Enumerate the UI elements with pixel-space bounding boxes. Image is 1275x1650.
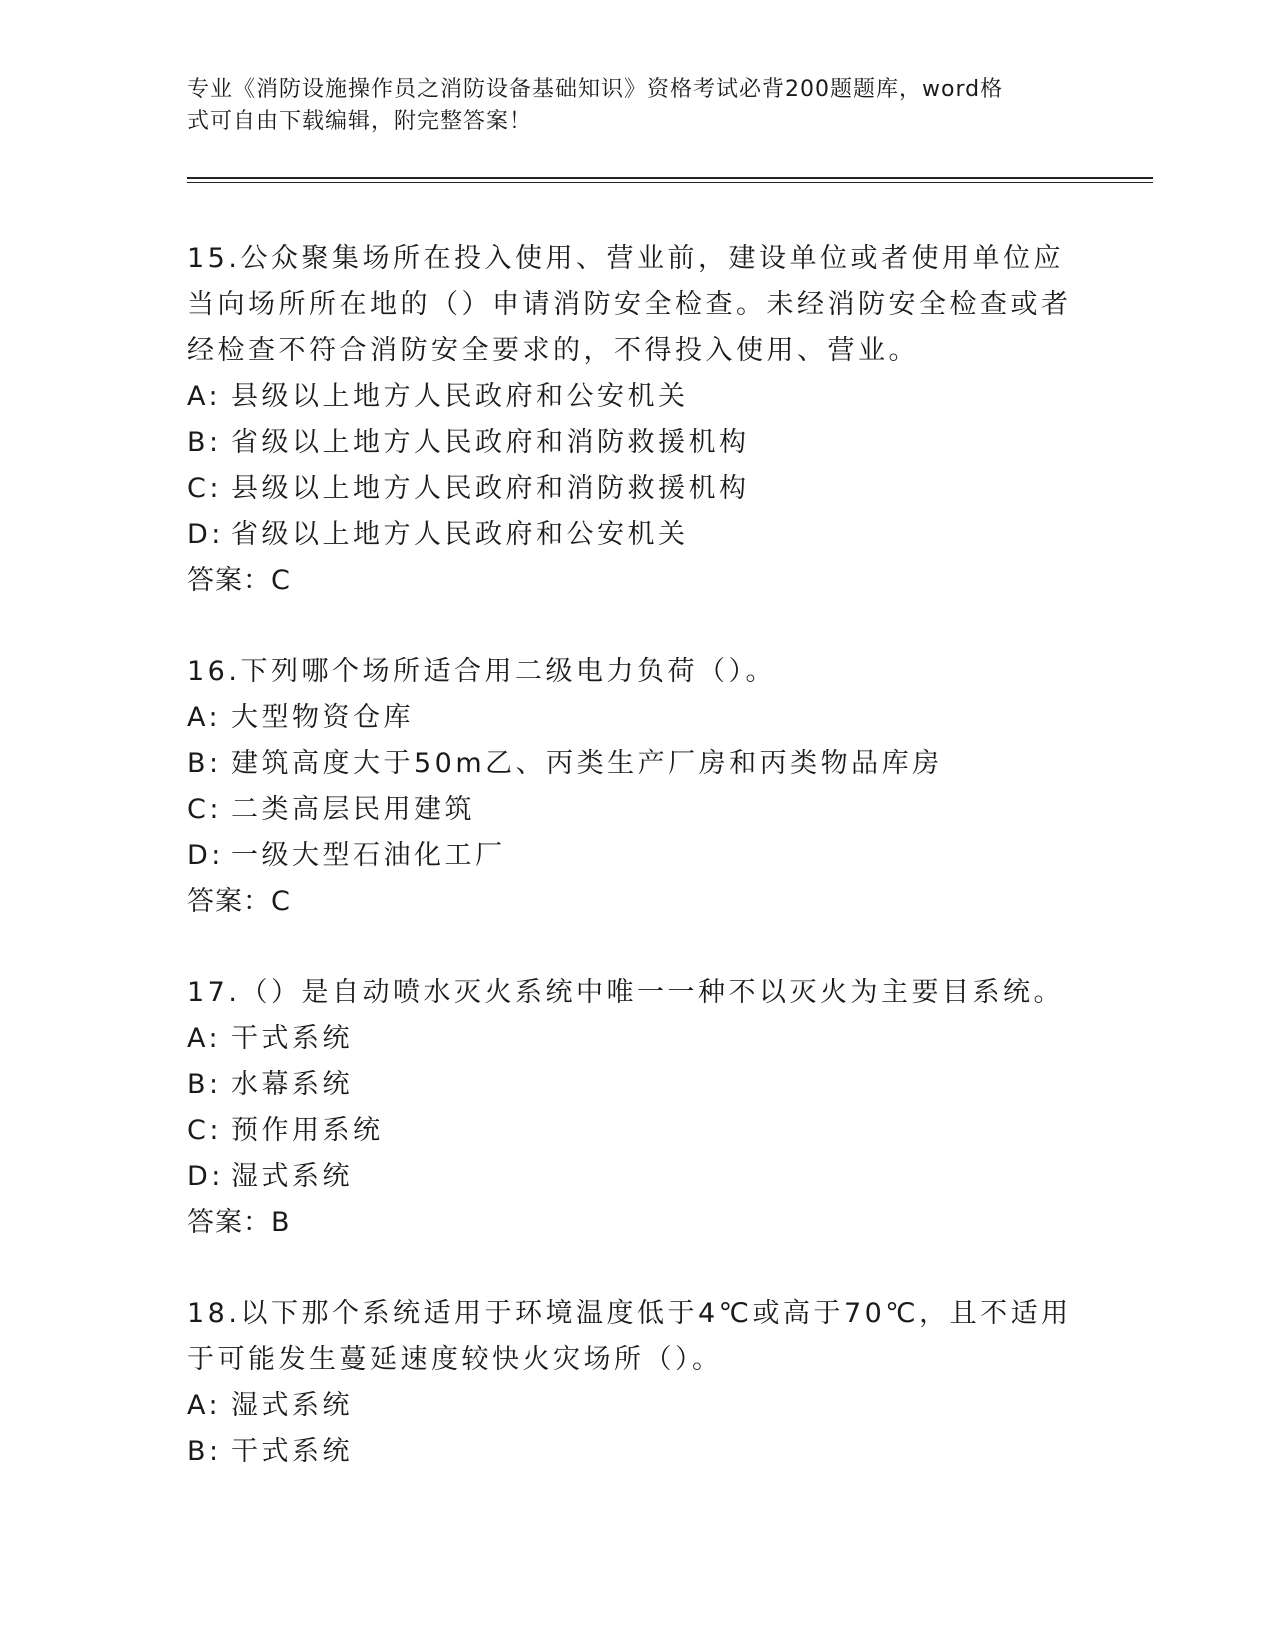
question-15 — [187, 236, 1087, 604]
option-text: 建筑高度大于50m乙、丙类生产厂房和丙类物品库房 — [231, 748, 943, 779]
option-text: 大型物资仓库 — [231, 702, 414, 733]
question-18 — [187, 1291, 1087, 1475]
option-letter: D: — [187, 519, 224, 550]
header-line-1: 专业《消防设施操作员之消防设备基础知识》资格考试必背200题题库，word格 — [187, 77, 1004, 102]
option-c — [187, 466, 1087, 512]
option-text: 干式系统 — [231, 1436, 353, 1467]
option-b — [187, 741, 1087, 787]
answer-line: 答案：C — [187, 565, 291, 596]
option-letter: A: — [187, 1023, 222, 1054]
option-letter: B: — [187, 427, 222, 458]
option-d — [187, 512, 1087, 558]
option-text: 水幕系统 — [231, 1069, 353, 1100]
option-letter: D: — [187, 1161, 224, 1192]
option-letter: B: — [187, 748, 222, 779]
option-letter: B: — [187, 1436, 222, 1467]
option-c — [187, 1108, 1087, 1154]
question-text: 17.（）是自动喷水灭火系统中唯一一种不以灭火为主要目系统。 — [187, 977, 1064, 1008]
option-text: 湿式系统 — [231, 1161, 353, 1192]
document-header — [187, 74, 1067, 138]
option-text: 预作用系统 — [231, 1115, 384, 1146]
option-b — [187, 1429, 1087, 1475]
option-text: 县级以上地方人民政府和消防救援机构 — [231, 473, 750, 504]
option-letter: C: — [187, 1115, 222, 1146]
question-17 — [187, 970, 1087, 1246]
question-16 — [187, 649, 1087, 925]
option-text: 湿式系统 — [231, 1390, 353, 1421]
option-a — [187, 695, 1087, 741]
option-letter: D: — [187, 840, 224, 871]
option-b — [187, 1062, 1087, 1108]
answer-line: 答案：C — [187, 886, 291, 917]
option-text: 省级以上地方人民政府和公安机关 — [231, 519, 689, 550]
option-letter: B: — [187, 1069, 222, 1100]
option-b — [187, 420, 1087, 466]
option-text: 省级以上地方人民政府和消防救援机构 — [231, 427, 750, 458]
question-text: 16.下列哪个场所适合用二级电力负荷（）。 — [187, 656, 776, 687]
option-text: 县级以上地方人民政府和公安机关 — [231, 381, 689, 412]
option-text: 干式系统 — [231, 1023, 353, 1054]
option-c — [187, 787, 1087, 833]
header-divider-thin — [187, 182, 1153, 183]
option-d — [187, 1154, 1087, 1200]
option-a — [187, 1016, 1087, 1062]
option-letter: C: — [187, 794, 222, 825]
option-letter: A: — [187, 1390, 222, 1421]
option-letter: A: — [187, 381, 222, 412]
question-text: 18.以下那个系统适用于环境温度低于4℃或高于70℃，且不适用于可能发生蔓延速度较快火灾场所（）。 — [187, 1298, 1072, 1375]
question-list — [187, 236, 1087, 1520]
header-divider-thick — [187, 177, 1153, 179]
answer-line: 答案：B — [187, 1207, 291, 1238]
option-d — [187, 833, 1087, 879]
option-a — [187, 374, 1087, 420]
header-line-2: 式可自由下载编辑，附完整答案！ — [187, 109, 533, 134]
option-a — [187, 1383, 1087, 1429]
question-text: 15.公众聚集场所在投入使用、营业前，建设单位或者使用单位应当向场所所在地的（）申请消防安全检查。未经消防安全检查或者经检查不符合消防安全要求的，不得投入使用、营业。 — [187, 243, 1072, 366]
option-letter: A: — [187, 702, 222, 733]
option-letter: C: — [187, 473, 222, 504]
option-text: 二类高层民用建筑 — [231, 794, 475, 825]
option-text: 一级大型石油化工厂 — [231, 840, 506, 871]
